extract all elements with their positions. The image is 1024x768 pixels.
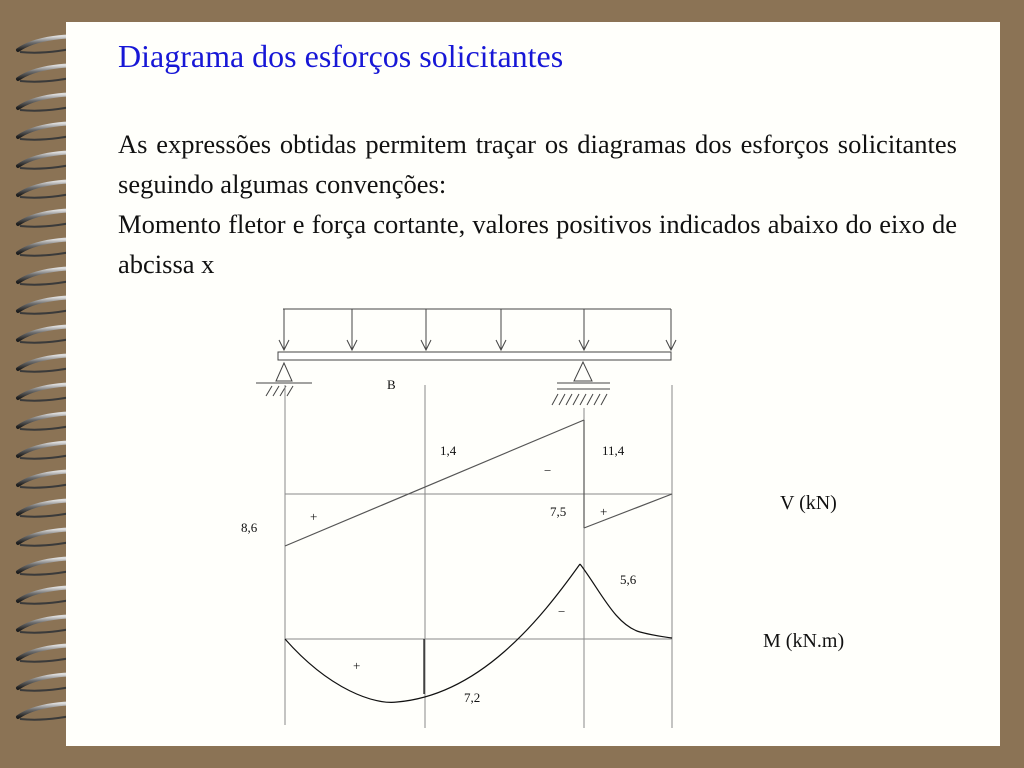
shear-value-label: 11,4 xyxy=(602,443,625,458)
load-arrow xyxy=(666,309,676,350)
paragraph-conventions: As expressões obtidas permitem traçar os diagramas dos esforços solicitantes seguindo algumas convenções: xyxy=(118,129,957,199)
load-arrow xyxy=(421,309,431,350)
moment-unit-label: M (kN.m) xyxy=(763,630,845,652)
load-arrow xyxy=(347,309,357,350)
moment-curve-span xyxy=(285,564,580,702)
beam xyxy=(278,352,671,360)
left-support xyxy=(256,363,312,396)
distributed-load xyxy=(279,309,676,350)
moment-sign: + xyxy=(353,658,361,673)
moment-value-label: 7,2 xyxy=(464,690,481,705)
paragraph-sign-convention: Momento fletor e força cortante, valores positivos indicados abaixo do eixo de abcissa x xyxy=(118,209,957,279)
shear-line-span xyxy=(285,420,584,546)
load-arrow xyxy=(579,309,589,350)
shear-line-overhang xyxy=(584,494,672,528)
support-label-b: B xyxy=(387,377,396,392)
right-support xyxy=(552,362,610,405)
load-arrow xyxy=(496,309,506,350)
shear-sign: + xyxy=(310,509,318,524)
slide-title: Diagrama dos esforços solicitantes xyxy=(118,38,564,74)
shear-value-label: 7,5 xyxy=(550,504,567,519)
shear-value-label: 1,4 xyxy=(440,443,457,458)
shear-value-label: 8,6 xyxy=(241,520,258,535)
moment-value-label: 5,6 xyxy=(620,572,637,587)
shear-sign: + xyxy=(600,504,608,519)
shear-sign: − xyxy=(544,463,552,478)
moment-sign: − xyxy=(558,604,566,619)
load-arrow xyxy=(279,309,289,350)
shear-unit-label: V (kN) xyxy=(780,492,837,514)
